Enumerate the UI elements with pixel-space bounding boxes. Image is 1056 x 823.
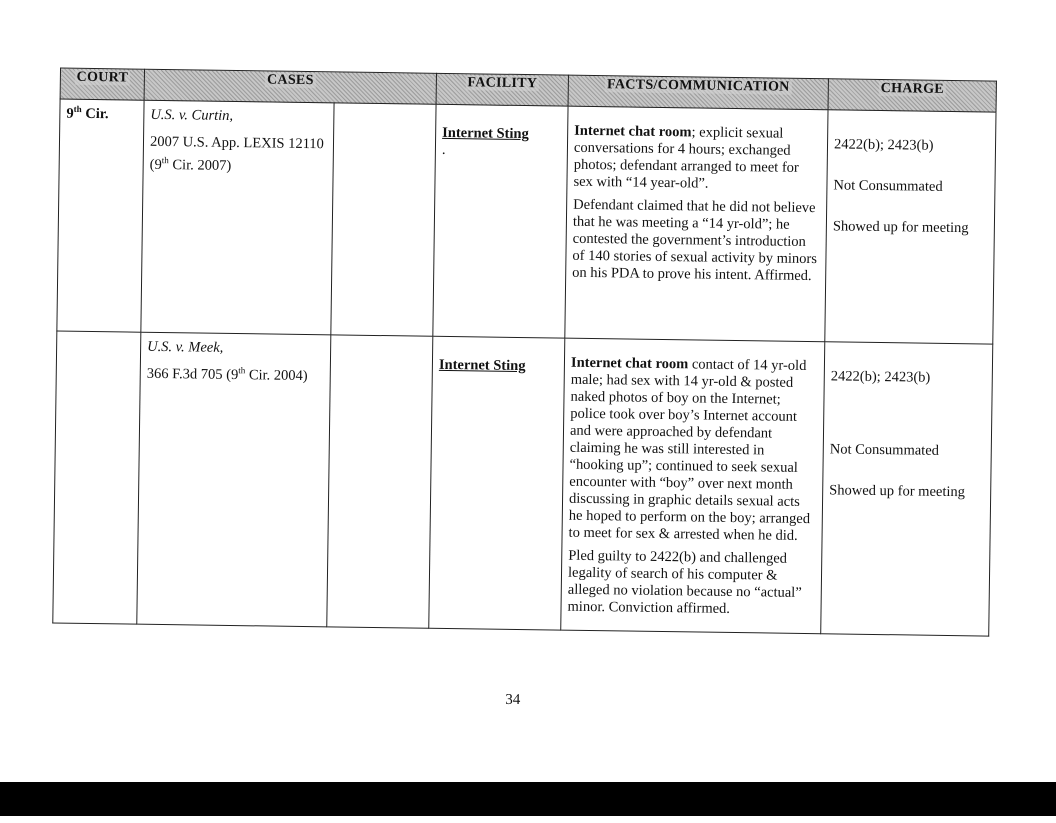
scan-bottom-edge xyxy=(0,782,1056,816)
facts-cell xyxy=(561,338,825,634)
charge-statute: 2422(b); 2423(b) xyxy=(830,368,931,386)
case-court-year: (9th Cir. 2007) xyxy=(149,155,232,174)
empty-cell xyxy=(331,103,436,336)
case-table xyxy=(52,68,997,637)
case-name: U.S. v. Meek, xyxy=(147,338,224,356)
page-number: 34 xyxy=(505,691,521,709)
facts-paragraph: Internet chat room contact of 14 yr-old male; had sex with 14 yr-old & posted naked photos of boy on the Internet; police took over boy’s Internet account and were approached by defendant claiming he was still interested in “hooking up”; continued to seek sexual encounter with “boy” over next month discussing in graphic details sexual acts he hoped to perform on the boy; arranged to meet for sex & arrested when he did. xyxy=(568,354,811,544)
facts-paragraph: Internet chat room; explicit sexual conversations for 4 hours; exchanged photos; defendant arranged to meet for sex with “14 year-old”. xyxy=(573,122,799,192)
charge-statute: 2422(b); 2423(b) xyxy=(833,136,934,154)
facts-cell xyxy=(565,106,828,342)
case-citation: 366 F.3d 705 (9th Cir. 2004) xyxy=(146,365,308,385)
facility-mark: . xyxy=(441,141,446,158)
header-cases: CASES xyxy=(144,69,436,104)
table-row xyxy=(53,331,993,636)
case-cell xyxy=(137,332,331,627)
court-cell: 9th Cir. xyxy=(57,99,144,332)
facts-bold-lead: Internet chat room xyxy=(570,354,689,373)
charge-note: Showed up for meeting xyxy=(832,218,969,237)
header-facts: FACTS/COMMUNICATION xyxy=(568,75,828,110)
header-charge: CHARGE xyxy=(828,79,996,112)
table-row xyxy=(57,99,996,344)
facility-cell xyxy=(429,336,565,630)
facility-cell xyxy=(433,104,568,338)
header-court: COURT xyxy=(60,68,144,100)
facts-bold-lead: Internet chat room xyxy=(574,122,692,141)
header-facility: FACILITY xyxy=(436,73,568,106)
facility-label: Internet Sting xyxy=(438,356,526,375)
charge-cell xyxy=(825,110,996,344)
charge-note: Showed up for meeting xyxy=(829,482,966,501)
court-cell xyxy=(53,331,141,624)
case-citation: 2007 U.S. App. LEXIS 12110 xyxy=(149,133,324,153)
case-name: U.S. v. Curtin, xyxy=(150,106,234,124)
facts-paragraph: Defendant claimed that he did not believe that he was meeting a “14 yr-old”; he contested the government’s introduction of 140 stories of sexual activity by minors on his PDA to prove his intent. Affirmed. xyxy=(572,196,818,285)
charge-status: Not Consummated xyxy=(833,177,943,195)
facility-label: Internet Sting xyxy=(442,124,529,143)
empty-cell xyxy=(327,335,433,628)
facts-paragraph: Pled guilty to 2422(b) and challenged legality of search of his computer & alleged no violation because no “actual” minor. Conviction affirmed. xyxy=(567,547,802,617)
charge-status: Not Consummated xyxy=(829,441,940,459)
charge-cell xyxy=(821,342,993,636)
case-cell xyxy=(141,100,334,335)
